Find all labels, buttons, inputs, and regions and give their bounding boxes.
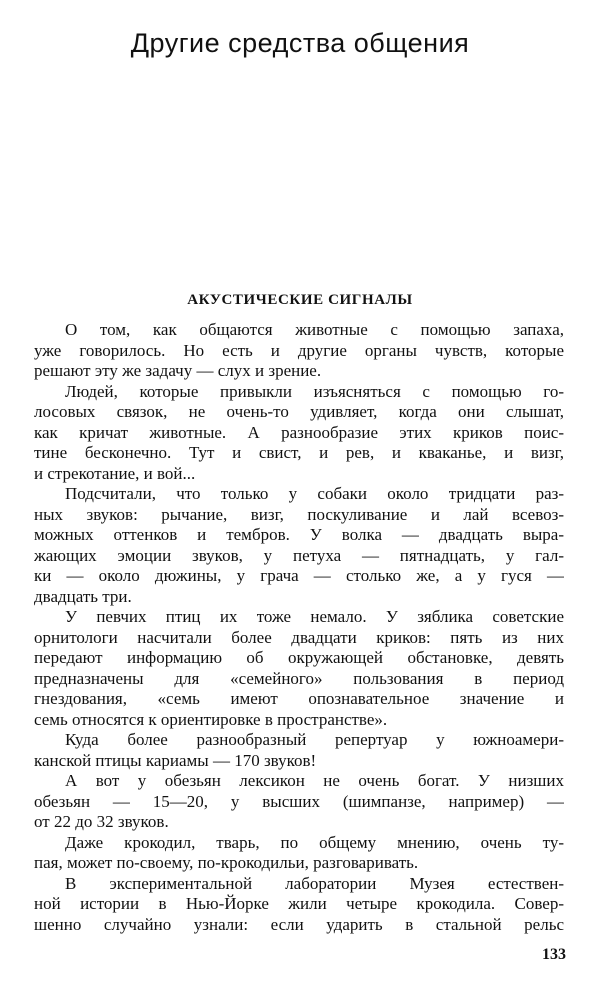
text-line: Даже крокодил, тварь, по общему мнению, очень ту-	[65, 832, 564, 852]
text-line: и стрекотание, и вой...	[34, 463, 196, 483]
text-line: лосовых связок, не очень-то удивляет, когда они слышат,	[34, 402, 564, 421]
text-line: тине бесконечно. Тут и свист, и рев, и кваканье, и визг,	[34, 443, 564, 462]
text-line: гнездования, «семь имеют опознавательное значение и	[34, 689, 564, 708]
text-line: предназначены для «семейного» пользования в период	[34, 668, 564, 688]
text-line: можных оттенков и тембров. У волка — двадцать выра-	[34, 525, 564, 544]
text-line: передают информацию об окружающей обстановке, девять	[34, 648, 564, 667]
text-line: Людей, которые привыкли изъясняться с помощью го-	[65, 381, 564, 401]
text-line: Куда более разнообразный репертуар у южноамери-	[65, 730, 564, 749]
text-line: ной истории в Нью-Йорке жили четыре крокодила. Совер-	[34, 894, 564, 913]
text-line: У певчих птиц их тоже немало. У зяблика советские	[65, 607, 564, 626]
text-line: уже говорилось. Но есть и другие органы чувств, которые	[34, 340, 564, 360]
text-line: орнитологи насчитали более двадцати криков: пять из них	[34, 627, 564, 647]
text-line: обезьян — 15—20, у высших (шимпанзе, например) —	[34, 791, 564, 811]
text-line: А вот у обезьян лексикон не очень богат. У низших	[65, 771, 564, 790]
text-line: О том, как общаются животные с помощью запаха,	[65, 320, 564, 339]
text-line: от 22 до 32 звуков.	[34, 812, 169, 831]
text-line: В экспериментальной лаборатории Музея естествен-	[65, 873, 564, 893]
section-heading: АКУСТИЧЕСКИЕ СИГНАЛЫ	[187, 292, 413, 308]
text-line: Подсчитали, что только у собаки около тридцати раз-	[65, 484, 564, 503]
text-line: решают эту же задачу — слух и зрение.	[34, 361, 322, 380]
text-line: ки — около дюжины, у грача — столько же, а у гуся —	[34, 566, 564, 585]
text-line: шенно случайно узнали: если ударить в стальной рельс	[34, 914, 564, 934]
text-line: канской птицы кариамы — 170 звуков!	[34, 750, 317, 770]
text-line: пая, может по-своему, по-крокодильи, разговаривать.	[34, 853, 419, 872]
text-line: как кричат животные. А разнообразие этих криков поис-	[34, 422, 564, 442]
text-line: двадцать три.	[34, 586, 132, 606]
text-line: семь относятся к ориентировке в пространстве».	[34, 709, 388, 729]
page-number: 133	[542, 946, 566, 963]
text-line: жающих эмоции звуков, у петуха — пятнадцать, у гал-	[34, 545, 564, 565]
chapter-title: Другие средства общения	[130, 28, 470, 58]
text-line: ных звуков: рычание, визг, поскуливание и лай всевоз-	[34, 504, 564, 524]
body-text	[34, 320, 564, 935]
